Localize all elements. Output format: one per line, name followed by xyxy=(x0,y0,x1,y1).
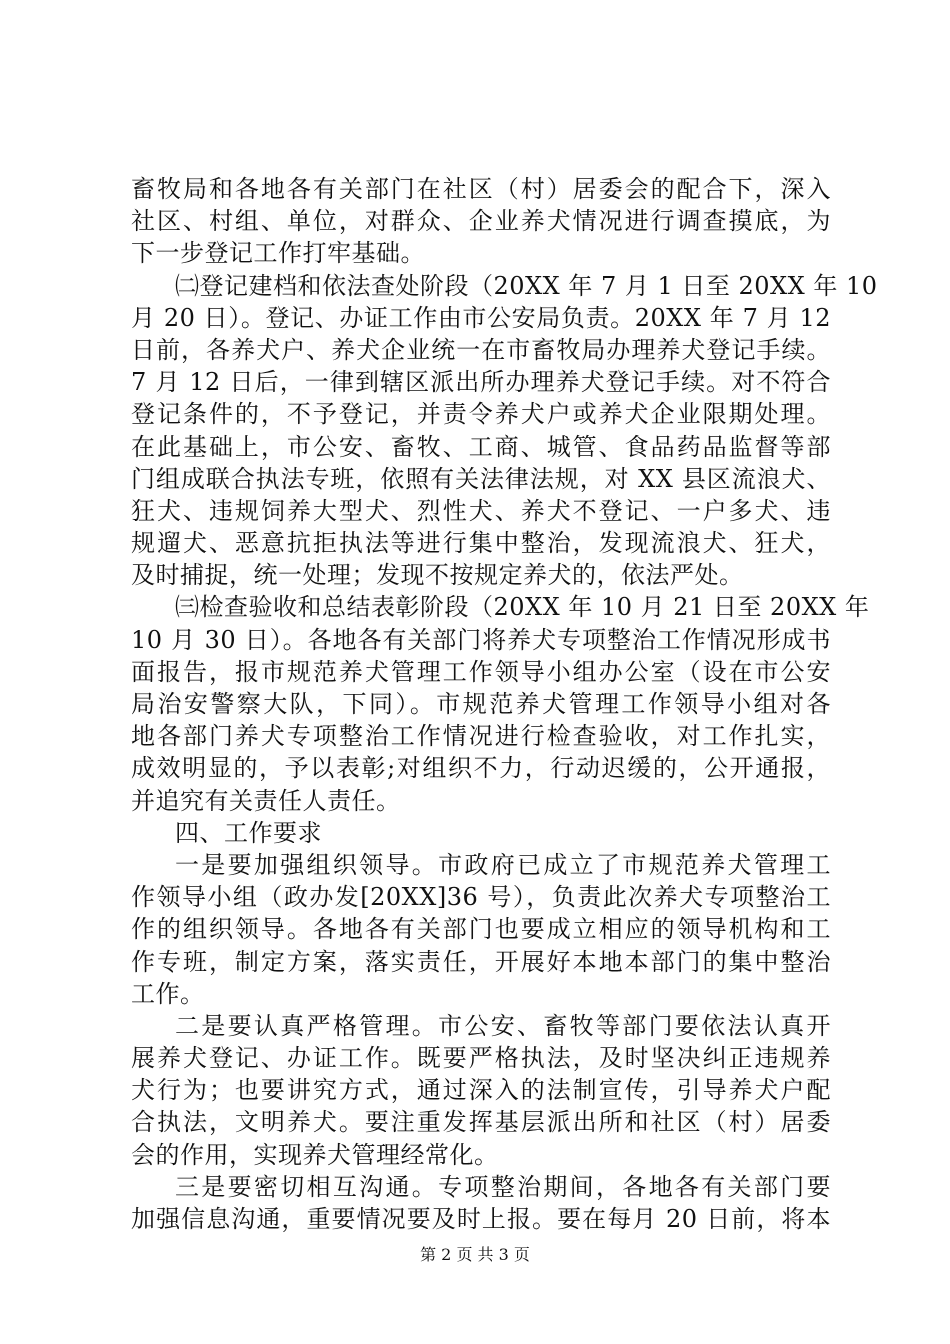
text-line: 下一步登记工作打牢基础。 xyxy=(131,239,425,268)
text-line: 一是要加强组织领导。市政府已成立了市规范养犬管理工 xyxy=(175,850,831,879)
text-line: 加强信息沟通，重要情况要及时上报。要在每月 20 日前，将本 xyxy=(131,1205,831,1233)
text-line: 局治安警察大队，下同）。市规范养犬管理工作领导小组对各 xyxy=(131,690,831,718)
text-line: 作专班，制定方案，落实责任，开展好本地本部门的集中整治 xyxy=(131,947,831,976)
text-line: 工作。 xyxy=(131,979,205,1008)
text-line: 面报告，报市规范养犬管理工作领导小组办公室（设在市公安 xyxy=(131,657,831,686)
text-line: 狂犬、违规饲养大型犬、烈性犬、养犬不登记、一户多犬、违 xyxy=(131,496,831,525)
text-line: 门组成联合执法专班，依照有关法律法规，对 XX 县区流浪犬、 xyxy=(131,464,831,493)
document-body xyxy=(131,173,878,1235)
text-line: 月 20 日）。登记、办证工作由市公安局负责。20XX 年 7 月 12 xyxy=(131,303,831,332)
text-line: 社区、村组、单位，对群众、企业养犬情况进行调查摸底，为 xyxy=(131,207,831,236)
text-line: ㈢检查验收和总结表彰阶段（20XX 年 10 月 21 日至 20XX 年 xyxy=(175,593,870,622)
text-line: 成效明显的，予以表彰;对组织不力，行动迟缓的，公开通报， xyxy=(131,754,831,783)
text-line: 10 月 30 日）。各地各有关部门将养犬专项整治工作情况形成书 xyxy=(131,625,831,654)
text-line: 二是要认真严格管理。市公安、畜牧等部门要依法认真开 xyxy=(175,1011,831,1040)
text-line: 作领导小组（政办发[20XX]36 号），负责此次养犬专项整治工 xyxy=(131,883,831,912)
text-line: 作的组织领导。各地各有关部门也要成立相应的领导机构和工 xyxy=(131,915,831,944)
text-line: 三是要密切相互沟通。专项整治期间，各地各有关部门要 xyxy=(175,1172,831,1201)
text-line: 规遛犬、恶意抗拒执法等进行集中整治，发现流浪犬、狂犬， xyxy=(131,529,831,558)
text-line: 展养犬登记、办证工作。既要严格执法，及时坚决纠正违规养 xyxy=(131,1044,831,1073)
text-line: 在此基础上，市公安、畜牧、工商、城管、食品药品监督等部 xyxy=(131,432,831,461)
text-line: 畜牧局和各地各有关部门在社区（村）居委会的配合下，深入 xyxy=(131,175,831,203)
text-line: 7 月 12 日后，一律到辖区派出所办理养犬登记手续。对不符合 xyxy=(131,368,831,397)
text-line: 及时捕捉，统一处理；发现不按规定养犬的，依法严处。 xyxy=(131,561,744,590)
text-line: 四、工作要求 xyxy=(175,818,322,847)
text-line: 地各部门养犬专项整治工作情况进行检查验收，对工作扎实， xyxy=(131,722,831,751)
text-line: 日前，各养犬户、养犬企业统一在市畜牧局办理养犬登记手续。 xyxy=(131,335,831,364)
text-line: 会的作用，实现养犬管理经常化。 xyxy=(131,1140,499,1169)
text-line: 合执法，文明养犬。要注重发挥基层派出所和社区（村）居委 xyxy=(131,1108,831,1137)
text-line: 登记条件的，不予登记，并责令养犬户或养犬企业限期处理。 xyxy=(131,400,831,429)
text-line: ㈡登记建档和依法查处阶段（20XX 年 7 月 1 日至 20XX 年 10 xyxy=(175,271,878,300)
text-line: 犬行为；也要讲究方式，通过深入的法制宣传，引导养犬户配 xyxy=(131,1076,831,1105)
text-line: 并追究有关责任人责任。 xyxy=(131,786,401,815)
page-footer: 第 2 页 共 3 页 xyxy=(420,1245,530,1264)
